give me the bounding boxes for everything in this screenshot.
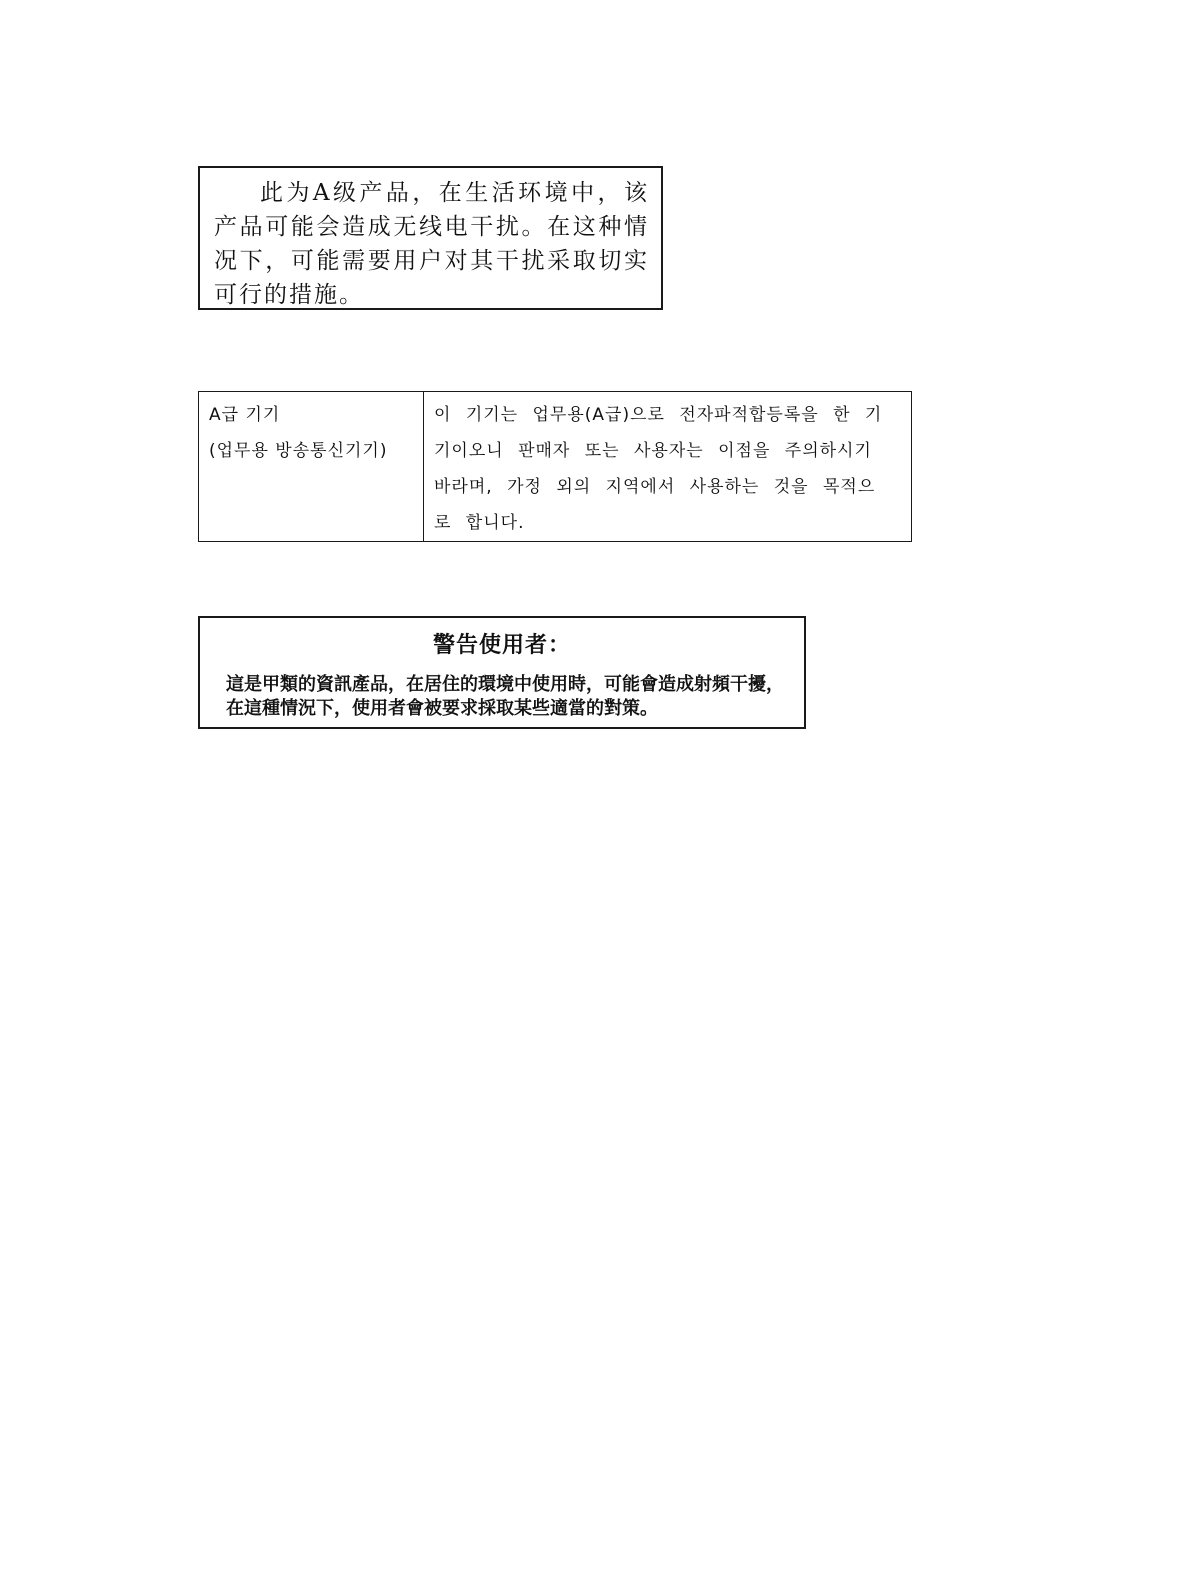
class-a-notice-traditional-chinese — [198, 616, 806, 729]
korean-notice-text-cell — [424, 392, 912, 542]
korean-device-class-line: (업무용 방송통신기기) — [209, 441, 388, 461]
korean-notice-line: 로 합니다. — [434, 513, 525, 533]
korean-notice-line: 바라며, 가정 외의 지역에서 사용하는 것을 목적으 — [434, 477, 876, 497]
notice-text-traditional-chinese: 這是甲類的資訊產品，在居住的環境中使用時，可能會造成射頻干擾，在這種情況下，使用者會被要求採取某些適當的對策。 — [226, 674, 784, 719]
class-a-notice-korean — [198, 391, 912, 542]
class-a-notice-simplified-chinese — [198, 166, 663, 310]
korean-device-class-cell — [199, 392, 424, 542]
korean-device-class-line: A급 기기 — [209, 405, 281, 425]
korean-notice-line: 기이오니 판매자 또는 사용자는 이점을 주의하시기 — [434, 441, 872, 461]
korean-notice-line: 이 기기는 업무용(A급)으로 전자파적합등록을 한 기 — [434, 405, 883, 425]
notice-text-simplified-chinese: 此为A级产品，在生活环境中，该产品可能会造成无线电干扰。在这种情况下，可能需要用户对其干扰采取切实可行的措施。 — [214, 180, 649, 308]
notice-title-traditional-chinese: 警告使用者： — [432, 632, 571, 658]
